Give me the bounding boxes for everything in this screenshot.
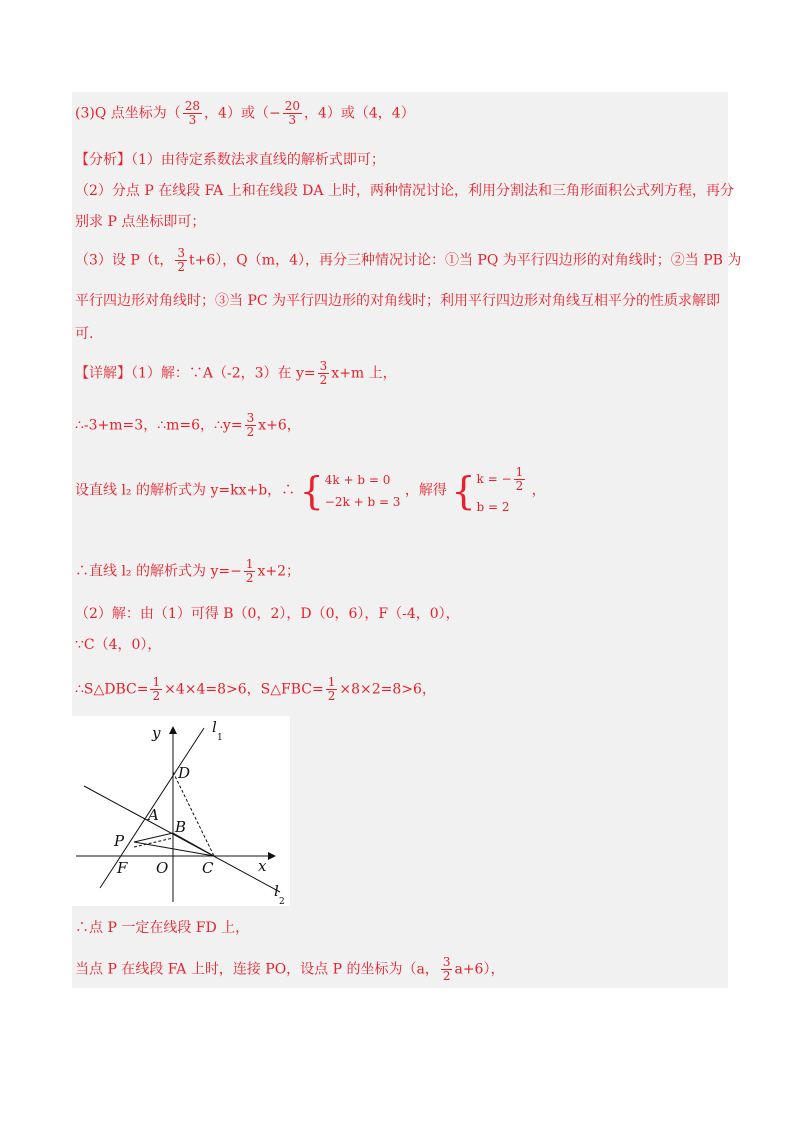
fraction: $\frac{3}{2}$	[442, 955, 451, 983]
label-y: y	[152, 724, 161, 742]
analysis-line-2: （2）分点 P 在线段 FA 上和在线段 DA 上时，两种情况讨论，利用分割法和三角形面积公式列方程，再分	[75, 183, 734, 199]
fraction: $\frac{3}{2}$	[319, 359, 328, 387]
detail-line-5: （2）解：由（1）可得 B（0，2），D（0，6），F（-4，0），	[75, 606, 460, 622]
fraction: $\frac{1}{2}$	[152, 675, 161, 703]
label-x: x	[258, 857, 267, 875]
after-line-1: ∴点 P 一定在线段 FD 上，	[75, 920, 250, 936]
analysis-line-1: 【分析】（1）由待定系数法求直线的解析式即可；	[75, 152, 385, 168]
segment-DC-dashed	[173, 772, 214, 856]
analysis-line-4: （3）设 P（t， $\frac{3}{2}$ t+6），Q（m，4），再分三种情况讨论：①当 PQ 为平行四边形的对角线时；②当 PB 为	[75, 246, 742, 274]
x-axis-arrow	[268, 852, 276, 860]
fraction: $\frac{20}{3}$	[284, 99, 300, 127]
segment-PB	[134, 833, 173, 842]
answer-q3: (3)Q 点坐标为（ $\frac{28}{3}$ ，4）或（− $\frac{20}{3}$ ，4）或（4，4）	[75, 99, 415, 127]
detail-line-4: ∴直线 l₂ 的解析式为 y=− $\frac{1}{2}$ x+2；	[75, 557, 300, 585]
label-l2-sub: 2	[279, 897, 285, 906]
label-l1: l	[212, 718, 217, 736]
coordinate-diagram	[72, 716, 290, 906]
fraction: $\frac{1}{2}$	[515, 465, 524, 493]
label-O: O	[156, 859, 169, 877]
label-A: A	[148, 806, 159, 824]
label-l1-sub: 1	[217, 733, 223, 743]
detail-line-2: ∴-3+m=3，∴m=6，∴y= $\frac{3}{2}$ x+6，	[75, 411, 301, 439]
fraction: $\frac{3}{2}$	[177, 246, 186, 274]
solution-system: { k = − $\frac{1}{2}$ b = 2	[451, 465, 524, 514]
analysis-line-3: 别求 P 点坐标即可；	[75, 214, 206, 230]
detail-line-3: 设直线 l₂ 的解析式为 y=kx+b，∴ { 4k + b = 0 −2k + b = 3 ，解得 { k = − $\frac{1}{2}$ b = 2 ，	[75, 465, 546, 514]
label-D: D	[178, 764, 191, 782]
fraction: $\frac{3}{2}$	[246, 411, 255, 439]
analysis-line-6: 可.	[75, 326, 94, 342]
geometry-figure	[72, 716, 290, 906]
after-line-2: 当点 P 在线段 FA 上时，连接 PO，设点 P 的坐标为（a， $\frac{3}{2}$ a+6），	[75, 955, 505, 983]
label-C: C	[202, 859, 214, 877]
detail-line-6: ∵C（4，0），	[75, 637, 162, 653]
equation-system: { 4k + b = 0 −2k + b = 3	[299, 468, 401, 513]
fraction: $\frac{1}{2}$	[245, 557, 254, 585]
label-P: P	[114, 832, 125, 850]
fraction: $\frac{1}{2}$	[327, 675, 336, 703]
y-axis-arrow	[169, 726, 177, 734]
detail-line-7: ∴S△DBC= $\frac{1}{2}$ ×4×4=8>6，S△FBC= $\frac{1}{2}$ ×8×2=8>6，	[75, 675, 436, 703]
detail-line-1: 【详解】（1）解：∵A（-2，3）在 y= $\frac{3}{2}$ x+m 上，	[75, 359, 397, 387]
label-B: B	[175, 818, 187, 836]
label-F: F	[117, 859, 128, 877]
label-l2: l	[274, 882, 279, 900]
analysis-line-5: 平行四边形对角线时；③当 PC 为平行四边形的对角线时；利用平行四边形对角线互相平分的性质求解即	[75, 293, 721, 309]
fraction: $\frac{28}{3}$	[184, 99, 201, 127]
